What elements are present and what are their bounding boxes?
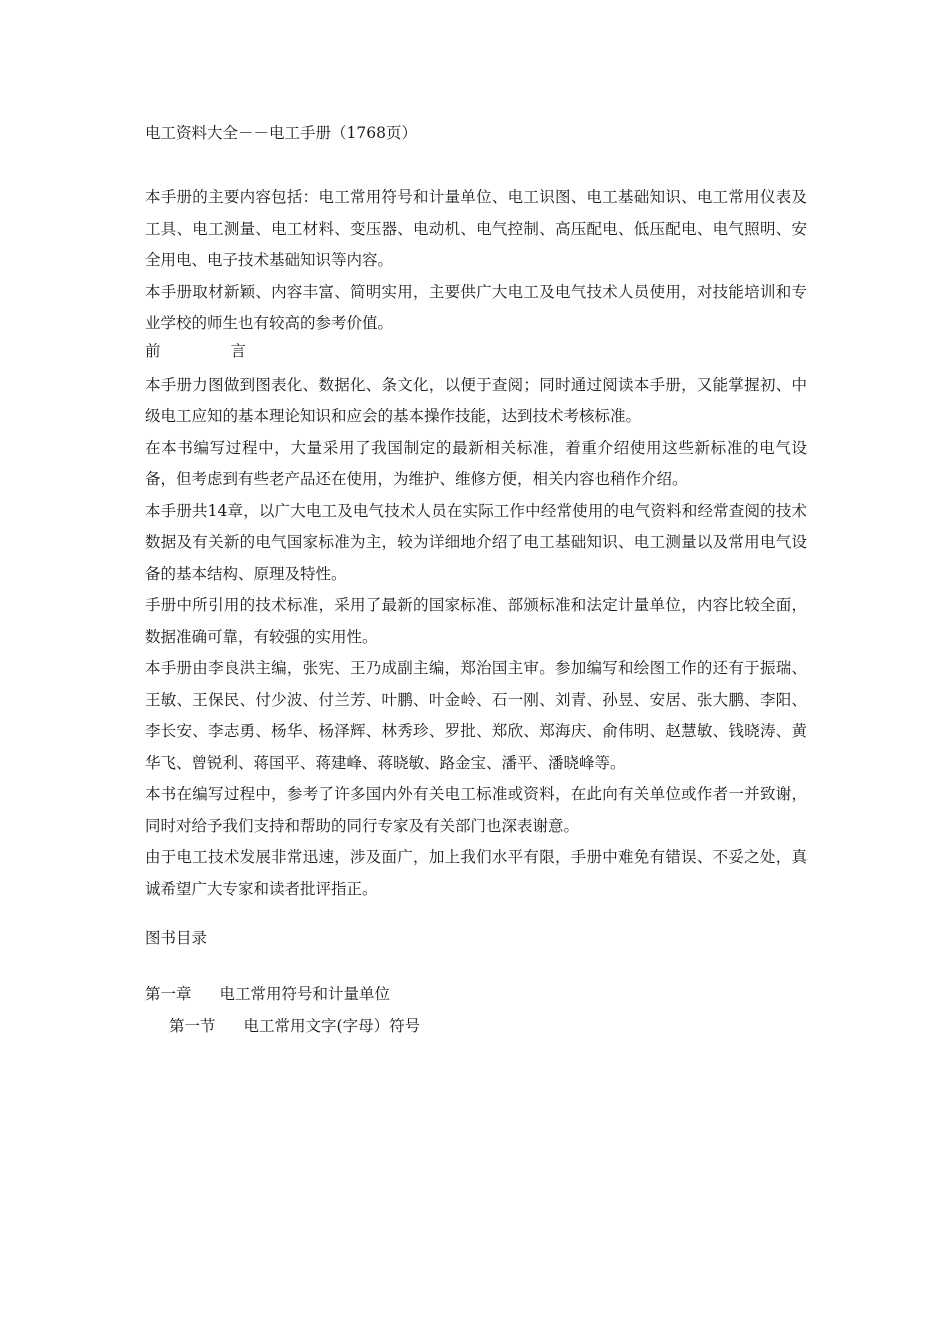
document-page bbox=[145, 122, 807, 1037]
preface-paragraph-5: 本手册由李良洪主编，张宪、王乃成副主编，郑治国主审。参加编写和绘图工作的还有于振瑞、王敏、王保民、付少波、付兰芳、叶鹏、叶金岭、石一刚、刘青、孙昱、安居、张大鹏、李阳、李长安、李志勇、杨华、杨泽辉、林秀珍、罗批、郑欣、郑海庆、俞伟明、赵慧敏、钱晓涛、黄华飞、曾锐利、蒋国平、蒋建峰、蒋晓敏、路金宝、潘平、潘晓峰等。 bbox=[145, 659, 807, 772]
preface-paragraph-7: 由于电工技术发展非常迅速，涉及面广，加上我们水平有限，手册中难免有错误、不妥之处，真诚希望广大专家和读者批评指正。 bbox=[145, 848, 807, 898]
chapter-name: 电工常用符号和计量单位 bbox=[219, 985, 391, 1003]
intro-paragraph-1: 本手册的主要内容包括：电工常用符号和计量单位、电工识图、电工基础知识、电工常用仪表及工具、电工测量、电工材料、变压器、电动机、电气控制、高压配电、低压配电、电气照明、安全用电、电子技术基础知识等内容。 bbox=[145, 188, 807, 269]
document-title: 电工资料大全－－电工手册（1768页） bbox=[145, 124, 417, 142]
section-number: 第一节 bbox=[169, 1017, 216, 1035]
preface-heading-char-1: 前 bbox=[145, 341, 161, 360]
chapter-number: 第一章 bbox=[145, 985, 192, 1003]
section-name: 电工常用文字(字母）符号 bbox=[243, 1017, 421, 1035]
preface-paragraph-4: 手册中所引用的技术标准，采用了最新的国家标准、部颁标准和法定计量单位，内容比较全面，数据准确可靠，有较强的实用性。 bbox=[145, 596, 807, 646]
toc-title: 图书目录 bbox=[145, 929, 208, 947]
preface-heading-char-2: 言 bbox=[230, 341, 247, 360]
toc-chapter-1[interactable] bbox=[145, 983, 807, 1005]
preface-paragraph-6: 本书在编写过程中，参考了许多国内外有关电工标准或资料，在此向有关单位或作者一并致谢，同时对给予我们支持和帮助的同行专家及有关部门也深表谢意。 bbox=[145, 785, 807, 835]
toc-section-1[interactable] bbox=[145, 1015, 807, 1037]
preface-paragraph-1: 本手册力图做到图表化、数据化、条文化，以便于查阅；同时通过阅读本手册，又能掌握初、中级电工应知的基本理论知识和应会的基本操作技能，达到技术考核标准。 bbox=[145, 375, 807, 425]
preface-heading bbox=[145, 340, 807, 362]
preface-paragraph-2: 在本书编写过程中，大量采用了我国制定的最新相关标准，着重介绍使用这些新标准的电气设备，但考虑到有些老产品还在使用，为维护、维修方便，相关内容也稍作介绍。 bbox=[145, 438, 807, 488]
preface-paragraph-3: 本手册共14章，以广大电工及电气技术人员在实际工作中经常使用的电气资料和经常查阅的技术数据及有关新的电气国家标准为主，较为详细地介绍了电工基础知识、电工测量以及常用电气设备的基本结构、原理及特性。 bbox=[145, 501, 807, 583]
intro-paragraph-2: 本手册取材新颖、内容丰富、简明实用，主要供广大电工及电气技术人员使用，对技能培训和专业学校的师生也有较高的参考价值。 bbox=[145, 282, 807, 332]
